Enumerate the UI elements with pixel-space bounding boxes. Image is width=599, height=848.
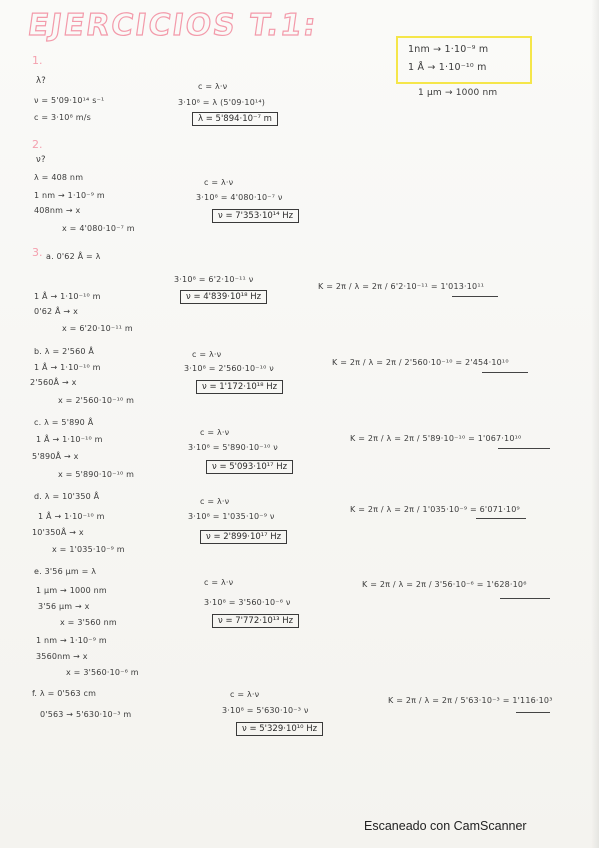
ex3b-formula: c = λ·ν (192, 350, 222, 359)
exercise-2-label: 2. (32, 138, 43, 151)
ex3a-head: a. 0'62 Å = λ (46, 252, 101, 261)
underline (476, 518, 526, 519)
ex3c-conv: 1 Å → 1·10⁻¹⁰ m (36, 435, 103, 444)
page-edge-shadow (591, 0, 599, 848)
ex3a-conv: x = 6'20·10⁻¹¹ m (62, 324, 133, 333)
ex3b-conv: 2'560Å → x (30, 378, 77, 387)
ex3e-k: K = 2π / λ = 2π / 3'56·10⁻⁶ = 1'628·10⁶ (362, 580, 527, 589)
ex3b-conv: x = 2'560·10⁻¹⁰ m (58, 396, 135, 405)
ex2-result: ν = 7'353·10¹⁴ Hz (212, 209, 299, 223)
underline (498, 448, 550, 449)
exercise-3-label: 3. (32, 246, 43, 259)
ex3a-conv: 0'62 Å → x (34, 307, 79, 316)
underline (482, 372, 528, 373)
ex3a-result: ν = 4'839·10¹⁸ Hz (180, 290, 267, 304)
ex2-line: 1 nm → 1·10⁻⁹ m (34, 191, 105, 200)
ex3b-k: K = 2π / λ = 2π / 2'560·10⁻¹⁰ = 2'454·10¹⁰ (332, 358, 509, 367)
ex3b-conv: 1 Å → 1·10⁻¹⁰ m (34, 363, 101, 372)
ex3d-conv: x = 1'035·10⁻⁹ m (52, 545, 125, 554)
ex3c-k: K = 2π / λ = 2π / 5'89·10⁻¹⁰ = 1'067·10¹⁰ (350, 434, 522, 443)
conversion-um: 1 μm → 1000 nm (418, 88, 498, 98)
ex3c-conv: x = 5'890·10⁻¹⁰ m (58, 470, 135, 479)
ex3e-equation: 3·10⁸ = 3'560·10⁻⁶ ν (204, 598, 291, 607)
ex2-formula: c = λ·ν (204, 178, 234, 187)
ex3b-result: ν = 1'172·10¹⁸ Hz (196, 380, 283, 394)
ex1-line: c = 3·10⁸ m/s (34, 113, 92, 122)
ex1-line: ν = 5'09·10¹⁴ s⁻¹ (34, 96, 105, 105)
ex3e-conv: 3'56 μm → x (38, 602, 90, 611)
ex3f-k: K = 2π / λ = 2π / 5'63·10⁻³ = 1'116·10³ (388, 696, 553, 705)
exercise-1-label: 1. (32, 54, 43, 67)
ex3e-conv: x = 3'560·10⁻⁶ m (66, 668, 139, 677)
ex3b-head: b. λ = 2'560 Å (34, 347, 95, 356)
ex3e-conv: 3560nm → x (36, 652, 88, 661)
ex1-result: λ = 5'894·10⁻⁷ m (192, 112, 278, 126)
ex3a-k: K = 2π / λ = 2π / 6'2·10⁻¹¹ = 1'013·10¹¹ (318, 282, 485, 291)
ex3d-k: K = 2π / λ = 2π / 1'035·10⁻⁹ = 6'071·10⁹ (350, 505, 520, 514)
ex3d-result: ν = 2'899·10¹⁷ Hz (200, 530, 287, 544)
ex3c-formula: c = λ·ν (200, 428, 230, 437)
underline (500, 598, 550, 599)
conversion-nm: 1nm → 1·10⁻⁹ m (408, 44, 489, 55)
ex3e-conv: 1 μm → 1000 nm (36, 586, 107, 595)
ex3e-conv: 1 nm → 1·10⁻⁹ m (36, 636, 107, 645)
ex3a-conv: 1 Å → 1·10⁻¹⁰ m (34, 292, 101, 301)
ex1-line: λ? (36, 76, 46, 86)
ex2-line: x = 4'080·10⁻⁷ m (62, 224, 135, 233)
ex2-line: λ = 408 nm (34, 173, 84, 182)
ex3d-conv: 10'350Å → x (32, 528, 84, 537)
ex3f-result: ν = 5'329·10¹⁰ Hz (236, 722, 323, 736)
ex3d-conv: 1 Å → 1·10⁻¹⁰ m (38, 512, 105, 521)
ex3f-conv: 0'563 → 5'630·10⁻³ m (40, 710, 132, 719)
ex3f-head: f. λ = 0'563 cm (32, 689, 97, 698)
ex3f-formula: c = λ·ν (230, 690, 260, 699)
ex3d-equation: 3·10⁸ = 1'035·10⁻⁹ ν (188, 512, 275, 521)
ex2-equation: 3·10⁸ = 4'080·10⁻⁷ ν (196, 193, 283, 202)
ex3f-equation: 3·10⁸ = 5'630·10⁻³ ν (222, 706, 309, 715)
underline (452, 296, 498, 297)
ex3a-equation: 3·10⁸ = 6'2·10⁻¹¹ ν (174, 275, 254, 284)
underline (516, 712, 550, 713)
ex3e-result: ν = 7'772·10¹³ Hz (212, 614, 299, 628)
page-title: EJERCICIOS T.1: (25, 8, 320, 43)
ex3c-equation: 3·10⁸ = 5'890·10⁻¹⁰ ν (188, 443, 278, 452)
ex3b-equation: 3·10⁸ = 2'560·10⁻¹⁰ ν (184, 364, 274, 373)
ex3c-result: ν = 5'093·10¹⁷ Hz (206, 460, 293, 474)
conversion-angstrom: 1 Å → 1·10⁻¹⁰ m (408, 62, 487, 73)
ex3d-formula: c = λ·ν (200, 497, 230, 506)
ex1-formula: c = λ·ν (198, 82, 228, 91)
ex2-line: 408nm → x (34, 206, 81, 215)
ex3e-formula: c = λ·ν (204, 578, 234, 587)
ex3d-head: d. λ = 10'350 Å (34, 492, 100, 501)
ex1-equation: 3·10⁸ = λ (5'09·10¹⁴) (178, 98, 266, 107)
ex3c-conv: 5'890Å → x (32, 452, 79, 461)
scanner-watermark: Escaneado con CamScanner (364, 819, 527, 833)
ex2-line: ν? (36, 155, 46, 165)
ex3e-head: e. 3'56 μm = λ (34, 567, 97, 576)
ex3c-head: c. λ = 5'890 Å (34, 418, 94, 427)
ex3e-conv: x = 3'560 nm (60, 618, 117, 627)
